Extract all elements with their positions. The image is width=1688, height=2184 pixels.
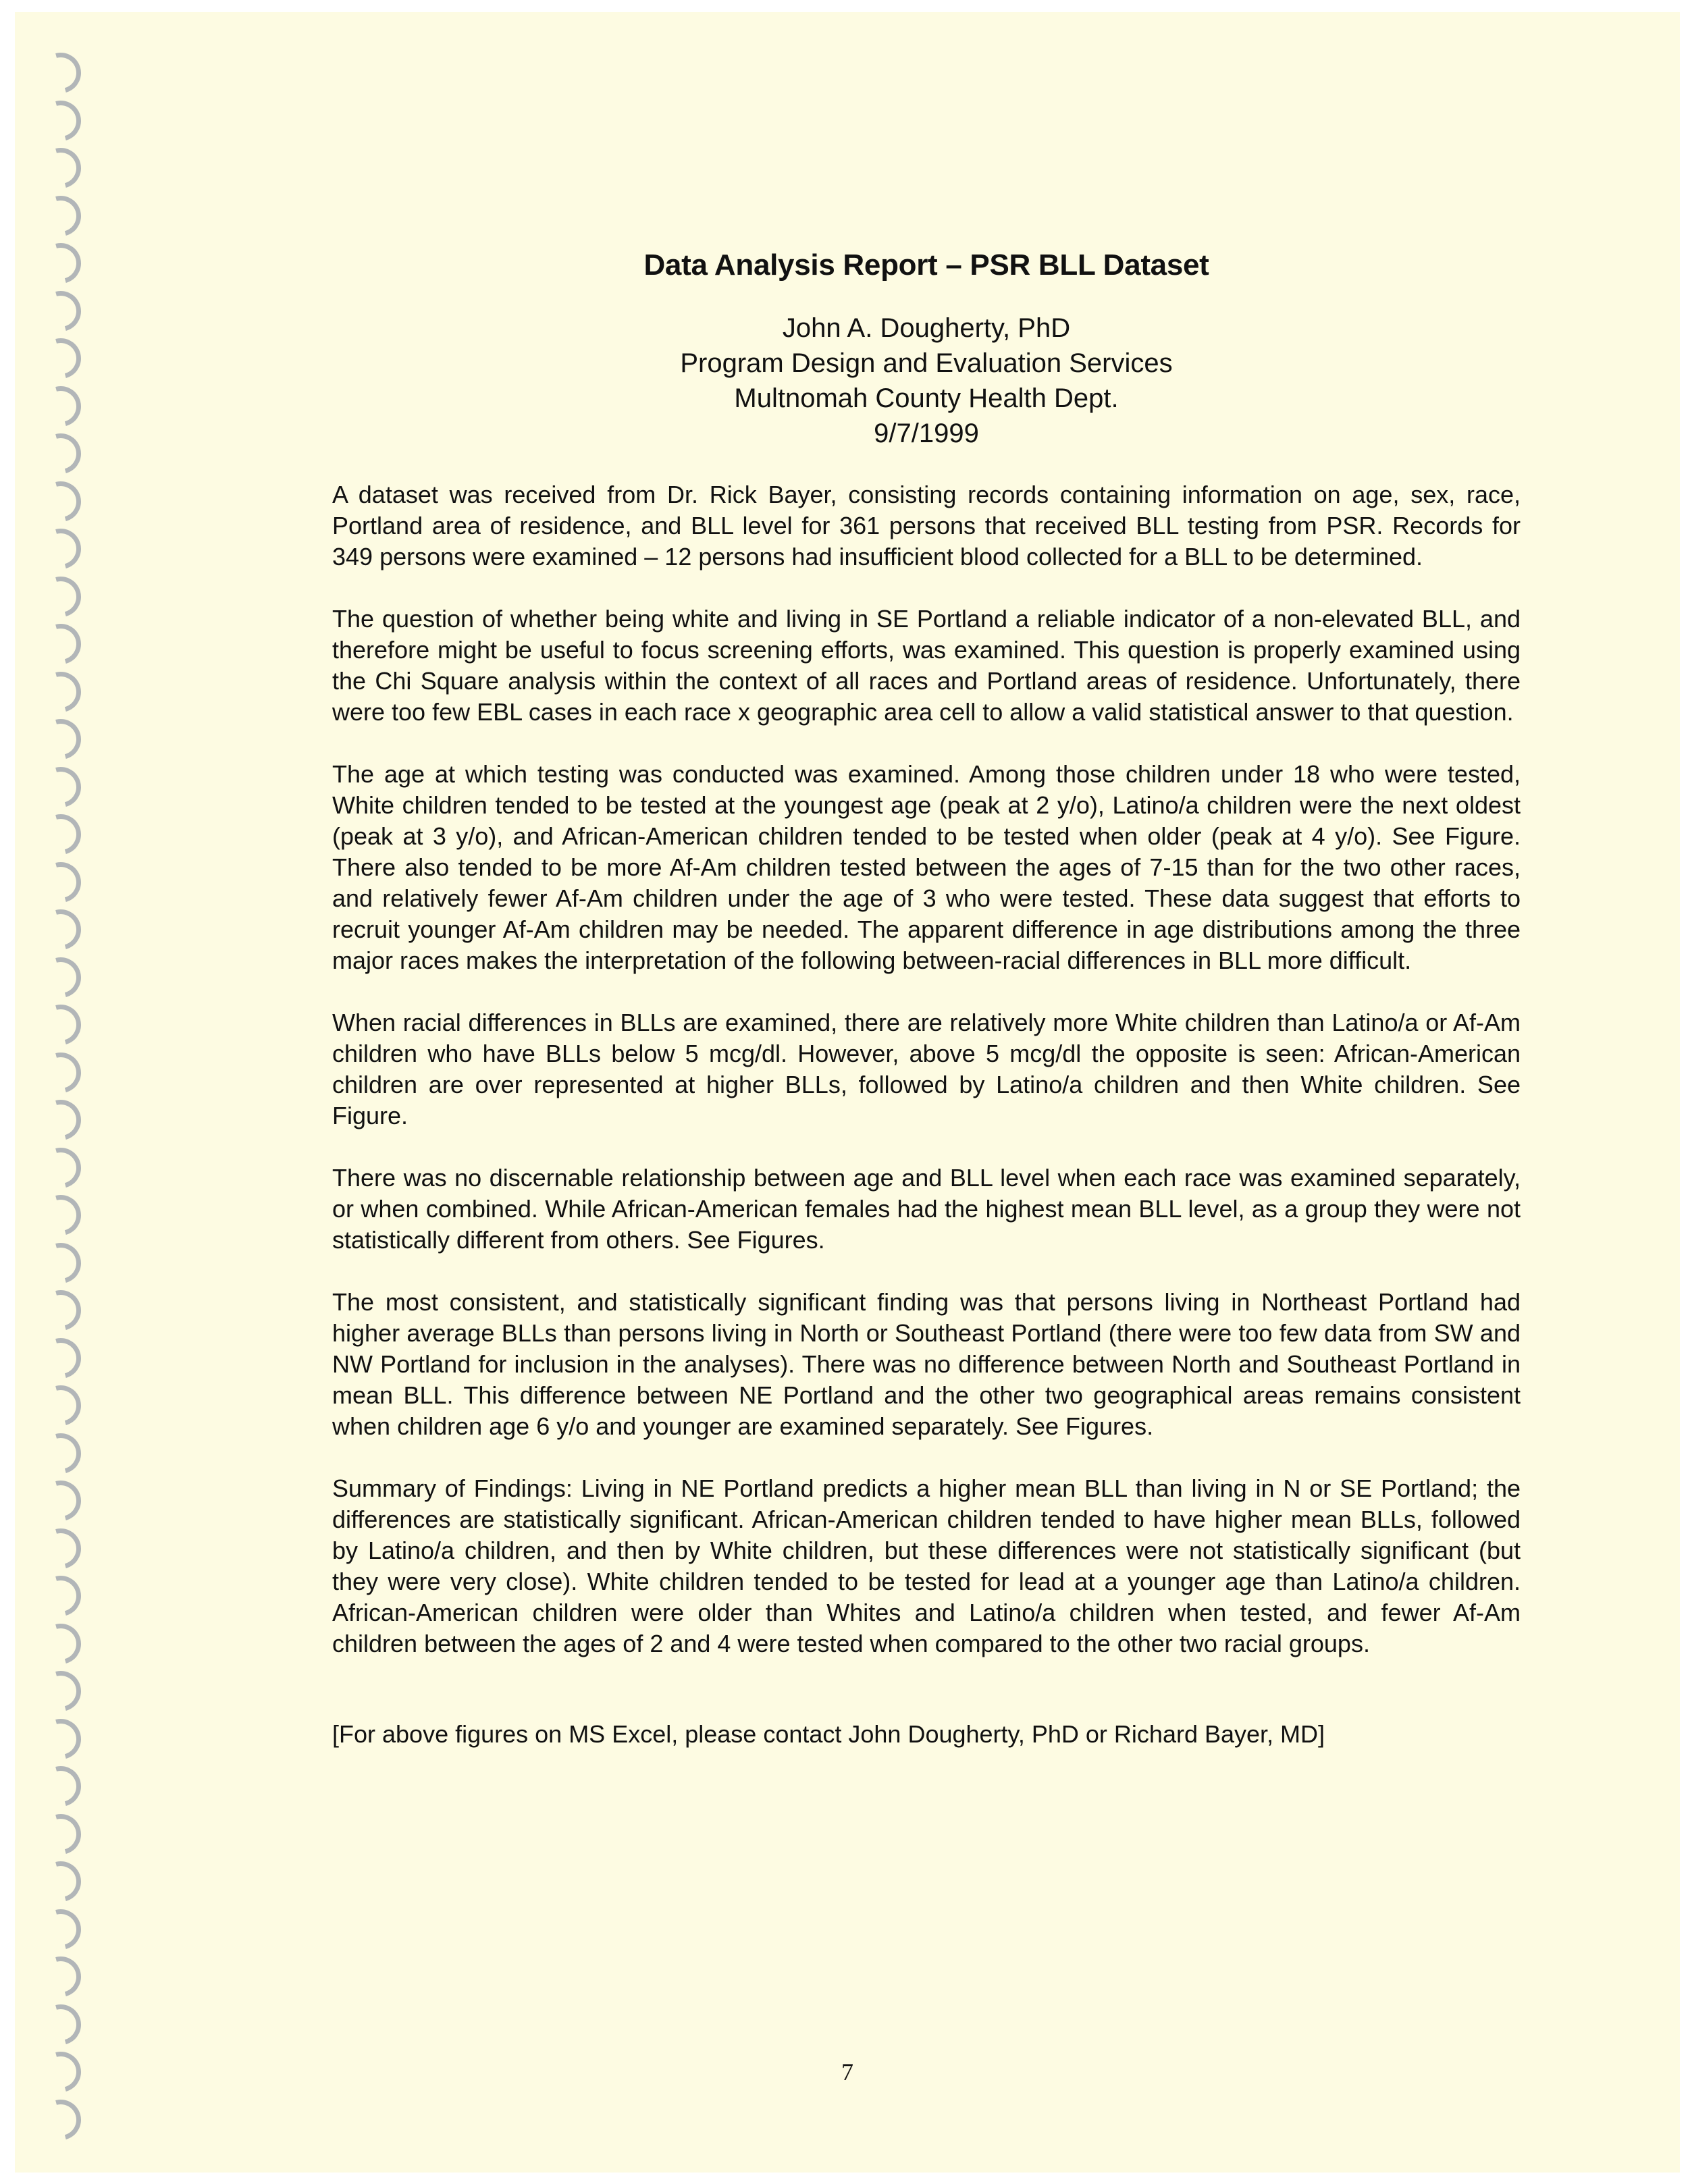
binding-ring: [33, 1854, 88, 1909]
paragraph-dataset: A dataset was received from Dr. Rick Bayer, consisting records containing information on age, sex, race, Portland area of residence, and BLL level for 361 persons that received BLL testing from PSR. Records for 349 persons were examined – 12 persons had insufficient blood collected for a BLL to be determined.: [332, 481, 1521, 570]
binding-ring: [33, 1045, 88, 1100]
binding-ring: [33, 1092, 88, 1148]
binding-ring: [33, 1521, 88, 1576]
paragraph-racial-differences: When racial differences in BLLs are examined, there are relatively more White children than Latino/a or Af-Am children who have BLLs below 5 mcg/dl. However, above 5 mcg/dl the opposite is seen: African-American children are over represented at higher BLLs, followed by Latino/a children and then White children. See Figure.: [332, 1009, 1521, 1129]
binding-ring: [33, 1568, 88, 1624]
binding-ring: [33, 1140, 88, 1196]
binding-ring: [33, 1331, 88, 1386]
binding-ring: [33, 2092, 88, 2148]
paragraph-age-bll: There was no discernable relationship between age and BLL level when each race was examined separately, or when combined. While African-American females had the highest mean BLL level, as a group they were not statistically different from others. See Figures.: [332, 1164, 1521, 1254]
binding-ring: [33, 950, 88, 1005]
binding-ring: [33, 712, 88, 767]
byline: [332, 311, 1521, 451]
binding-ring: [33, 1949, 88, 2004]
binding-ring: [33, 902, 88, 957]
binding-ring: [33, 331, 88, 386]
binding-ring: [33, 45, 88, 101]
binding-ring: [33, 188, 88, 244]
binding-ring: [33, 1473, 88, 1528]
binding-ring: [33, 426, 88, 481]
binding-ring: [33, 140, 88, 196]
document-page: [15, 12, 1680, 2173]
binding-ring: [33, 569, 88, 624]
paragraph-age-testing: The age at which testing was conducted was examined. Among those children under 18 who were tested, White children tended to be tested at the youngest age (peak at 2 y/o), Latino/a children were the next oldest (peak at 3 y/o), and African-American children tended to be tested when older (peak at 4 y/o). See Figure. There also tended to be more Af-Am children tested between the ages of 7-15 than for the two other races, and relatively fewer Af-Am children under the age of 3 who were tested. These data suggest that efforts to recruit younger Af-Am children may be needed. The apparent difference in age distributions among the three major races makes the interpretation of the following between-racial differences in BLL more difficult.: [332, 760, 1521, 974]
paragraph-summary: Summary of Findings: Living in NE Portland predicts a higher mean BLL than living in N or SE Portland; the differences are statistically significant. African-American children tended to have higher mean BLLs, followed by Latino/a children, and then by White children, but these differences were not statistically significant (but they were very close). White children tended to be tested for lead at a younger age than Latino/a children. African-American children were older than Whites and Latino/a children when tested, and fewer Af-Am children between the ages of 2 and 4 were tested when compared to the other two racial groups.: [332, 1474, 1521, 1657]
binding-ring: [33, 284, 88, 339]
document-body: [332, 248, 1521, 1750]
author-name: John A. Dougherty, PhD: [782, 313, 1071, 343]
page-number: 7: [841, 2058, 853, 2085]
binding-ring: [33, 1426, 88, 1481]
binding-ring: [33, 997, 88, 1053]
binding-ring: [33, 855, 88, 910]
binding-ring: [33, 616, 88, 672]
binding-ring: [33, 1711, 88, 1767]
binding-ring: [33, 807, 88, 862]
binding-ring: [33, 521, 88, 577]
binding-ring: [33, 760, 88, 815]
binding-ring: [33, 1759, 88, 1814]
binding-ring: [33, 1807, 88, 1862]
document-title: Data Analysis Report – PSR BLL Dataset: [643, 248, 1209, 282]
binding-ring: [33, 1188, 88, 1243]
binding-ring: [33, 379, 88, 434]
binding-ring: [33, 1997, 88, 2052]
paragraph-geographic-finding: The most consistent, and statistically significant finding was that persons living in Northeast Portland had higher average BLLs than persons living in North or Southeast Portland (there were too few data from SW and NW Portland for inclusion in the analyses). There was no difference between North and Southeast Portland in mean BLL. This difference between NE Portland and the other two geographical areas remains consistent when children age 6 y/o and younger are examined separately. See Figures.: [332, 1288, 1521, 1440]
binding-ring: [33, 1378, 88, 1433]
binding-ring: [33, 664, 88, 720]
binding-ring: [33, 1283, 88, 1338]
binding-ring: [33, 93, 88, 149]
organization-name: Multnomah County Health Dept.: [734, 383, 1119, 413]
binding-ring: [33, 1663, 88, 1719]
paragraph-question: The question of whether being white and living in SE Portland a reliable indicator of a non-elevated BLL, and therefore might be useful to focus screening efforts, was examined. This question is properly examined using the Chi Square analysis within the context of all races and Portland areas of residence. Unfortunately, there were too few EBL cases in each race x geographic area cell to allow a valid statistical answer to that question.: [332, 605, 1521, 726]
binding-ring: [33, 1235, 88, 1291]
department-name: Program Design and Evaluation Services: [680, 348, 1173, 378]
binding-ring: [33, 1902, 88, 1957]
binding-ring: [33, 474, 88, 529]
binding-ring: [33, 236, 88, 291]
report-date: 9/7/1999: [874, 419, 979, 448]
contact-note: [For above figures on MS Excel, please contact John Dougherty, PhD or Richard Bayer, MD]: [332, 1720, 1325, 1748]
spiral-binding: [41, 53, 88, 2159]
binding-ring: [33, 1616, 88, 1672]
